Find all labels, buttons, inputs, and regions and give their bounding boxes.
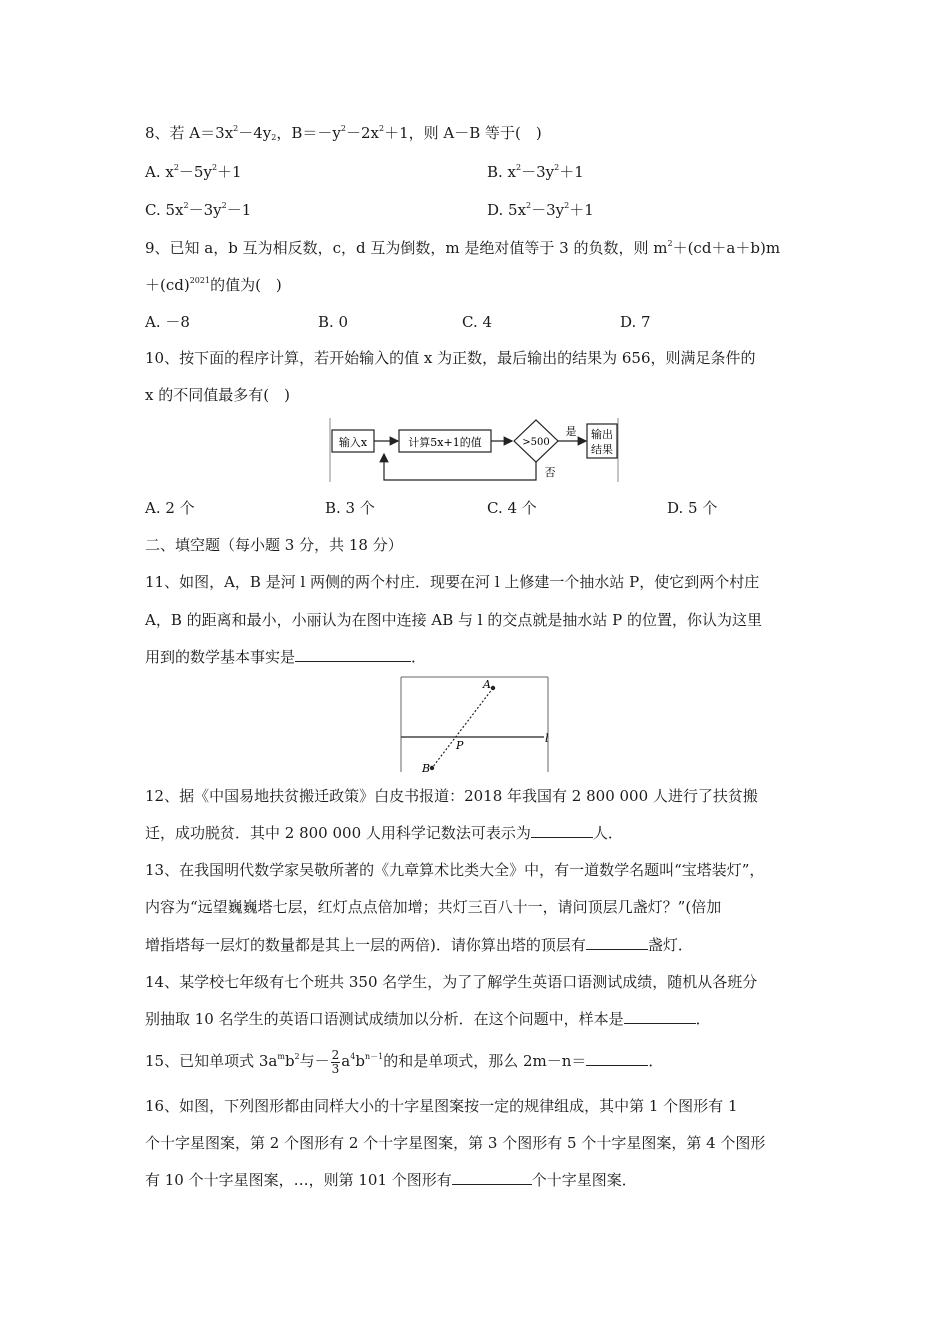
label-b: B: [422, 762, 431, 774]
q10-option-c: C. 4 个: [487, 499, 537, 517]
q14-text: ．: [695, 1010, 711, 1028]
sub: 2: [271, 133, 277, 142]
question-9-line-2: [145, 275, 282, 295]
label-a: A: [483, 678, 491, 691]
q15-text: b: [284, 1052, 295, 1070]
opt-text: ＋1: [217, 163, 242, 181]
q10-option-a: A. 2 个: [145, 499, 195, 517]
q16-text: 有 10 个十字星图案，…，则第 101 个图形有: [145, 1171, 452, 1189]
q9-option-d: D. 7: [620, 313, 651, 331]
q15-text: 15、已知单项式 3a: [145, 1052, 278, 1070]
opt-text: ＋1: [569, 201, 594, 219]
sup: n－1: [364, 1052, 384, 1061]
q8-text: －2x: [345, 124, 379, 142]
q15-text: ．: [648, 1052, 664, 1070]
arrow-no-loop: [384, 454, 536, 480]
answer-blank: [586, 1051, 648, 1066]
opt-text: ＋1: [559, 163, 584, 181]
q8-text: ＋1，则 A－B 等于( ): [384, 124, 542, 142]
q8-option-b: [487, 162, 584, 182]
opt-text: －5y: [178, 163, 212, 181]
label-l: l: [545, 732, 549, 745]
question-13-line-3: [145, 935, 693, 955]
sup: 2021: [189, 276, 211, 285]
q11-text: 用到的数学基本事实是: [145, 648, 296, 666]
q9-text: 的值为( ): [210, 276, 282, 294]
question-13-line-1: 13、在我国明代数学家吴敬所著的《九章算术比类大全》中，有一道数学名题叫“宝塔装灯”，: [145, 861, 765, 879]
q8-text: －4y: [238, 124, 272, 142]
q9-text: 9、已知 a，b 互为相反数，c，d 互为倒数，m 是绝对值等于 3 的负数，则 m: [145, 239, 668, 257]
no-label: 否: [544, 466, 556, 479]
question-11-line-2: A，B 的距离和最小，小丽认为在图中连接 AB 与 l 的交点就是抽水站 P 的位置，你认为这里: [145, 611, 762, 629]
q13-text: 盏灯．: [647, 936, 693, 954]
q15-text: 与－: [299, 1052, 330, 1070]
question-11-line-1: 11、如图，A，B 是河 l 两侧的两个村庄．现要在河 l 上修建一个抽水站 P，使它到两个村庄: [145, 573, 760, 591]
frac-num: 2: [331, 1047, 340, 1062]
opt-text: －3y: [188, 201, 222, 219]
q9-text: ＋(cd): [145, 276, 190, 294]
q15-text: b: [355, 1052, 365, 1070]
sup: 2: [211, 163, 218, 172]
point-b: [430, 766, 434, 770]
question-16-line-3: [145, 1170, 637, 1190]
question-15: [145, 1048, 663, 1076]
q10-option-d: D. 5 个: [667, 499, 718, 517]
q8-option-a: [145, 162, 242, 182]
condition-label: >500: [522, 437, 550, 448]
opt-text: C. 5x: [145, 201, 184, 219]
q9-option-b: B. 0: [318, 313, 349, 331]
frac-den: 3: [331, 1061, 340, 1076]
section-heading: 二、填空题（每小题 3 分，共 18 分）: [145, 536, 403, 554]
question-10-line-1: 10、按下面的程序计算，若开始输入的值 x 为正数，最后输出的结果为 656，则满足条件的: [145, 349, 756, 367]
q8-text: 8、若 A＝3x: [145, 124, 234, 142]
answer-blank: [624, 1009, 696, 1024]
compute-label: 计算5x+1的值: [408, 436, 482, 449]
river-figure: [400, 676, 552, 774]
sup: 2: [221, 201, 227, 210]
sup: 2: [554, 163, 560, 172]
q9-option-a: A. －8: [145, 313, 190, 331]
answer-blank: [586, 935, 648, 950]
label-p: P: [456, 739, 464, 752]
answer-blank: [531, 823, 593, 838]
q11-text: ．: [411, 648, 427, 666]
opt-text: －3y: [531, 201, 565, 219]
question-9-line-1: [145, 238, 780, 258]
sup: 2: [340, 124, 346, 133]
sup: 2: [516, 163, 522, 172]
q8-text: ，B＝－y: [276, 124, 341, 142]
q12-text: 迁，成功脱贫．其中 2 800 000 人用科学记数法可表示为: [145, 824, 531, 842]
question-8: [145, 123, 542, 143]
opt-text: －1: [226, 201, 252, 219]
sup: 2: [183, 201, 189, 210]
sup: 4: [350, 1052, 356, 1061]
question-13-line-2: 内容为“远望巍巍塔七层，红灯点点倍加增；共灯三百八十一，请问顶层几盏灯？”(倍加: [145, 898, 722, 916]
question-10-line-2: x 的不同值最多有( ): [145, 386, 290, 404]
q15-text: 的和是单项式，那么 2m－n＝: [383, 1052, 587, 1070]
yes-label: 是: [565, 425, 577, 438]
sup: 2: [667, 239, 673, 248]
q15-text: a: [341, 1052, 351, 1070]
q12-text: 人．: [592, 824, 623, 842]
segment-ab: [432, 688, 493, 768]
sup: 2: [526, 201, 532, 210]
q9-text: ＋(cd＋a＋b)m: [672, 239, 781, 257]
input-label: 输入x: [338, 436, 368, 449]
q8-option-d: [487, 200, 594, 220]
answer-blank: [452, 1170, 532, 1185]
sup: m: [277, 1052, 285, 1061]
fraction-two-thirds: [331, 1049, 341, 1076]
q9-option-c: C. 4: [462, 313, 493, 331]
opt-text: B. x: [487, 163, 517, 181]
sup: 2: [564, 201, 570, 210]
opt-text: D. 5x: [487, 201, 527, 219]
q10-option-b: B. 3 个: [325, 499, 375, 517]
sup: 2: [233, 124, 239, 133]
q14-text: 别抽取 10 名学生的英语口语测试成绩加以分析．在这个问题中，样本是: [145, 1010, 624, 1028]
question-16-line-1: 16、如图，下列图形都由同样大小的十字星图案按一定的规律组成，其中第 1 个图形有 1: [145, 1097, 738, 1115]
sup: 2: [378, 124, 385, 133]
q16-text: 个十字星图案．: [531, 1171, 637, 1189]
question-14-line-2: [145, 1009, 711, 1029]
sup: 2: [294, 1052, 300, 1061]
question-16-line-2: 个十字星图案，第 2 个图形有 2 个十字星图案，第 3 个图形有 5 个十字星图案，第 4 个图形: [145, 1134, 766, 1152]
program-flowchart: [328, 416, 624, 486]
sup: 2: [173, 163, 179, 172]
q13-text: 增指塔每一层灯的数量都是其上一层的两倍)．请你算出塔的顶层有: [145, 936, 586, 954]
question-12-line-2: [145, 823, 623, 843]
output-label-2: 结果: [591, 443, 613, 456]
question-14-line-1: 14、某学校七年级有七个班共 350 名学生，为了了解学生英语口语测试成绩，随机从各班分: [145, 973, 758, 991]
q8-option-c: [145, 200, 251, 220]
question-11-line-3: [145, 647, 426, 667]
opt-text: A. x: [145, 163, 174, 181]
point-a: [491, 686, 495, 690]
answer-blank: [295, 647, 411, 662]
output-label-1: 输出: [591, 428, 613, 441]
opt-text: －3y: [521, 163, 555, 181]
question-12-line-1: 12、据《中国易地扶贫搬迁政策》白皮书报道：2018 年我国有 2 800 000 人进行了扶贫搬: [145, 787, 758, 805]
